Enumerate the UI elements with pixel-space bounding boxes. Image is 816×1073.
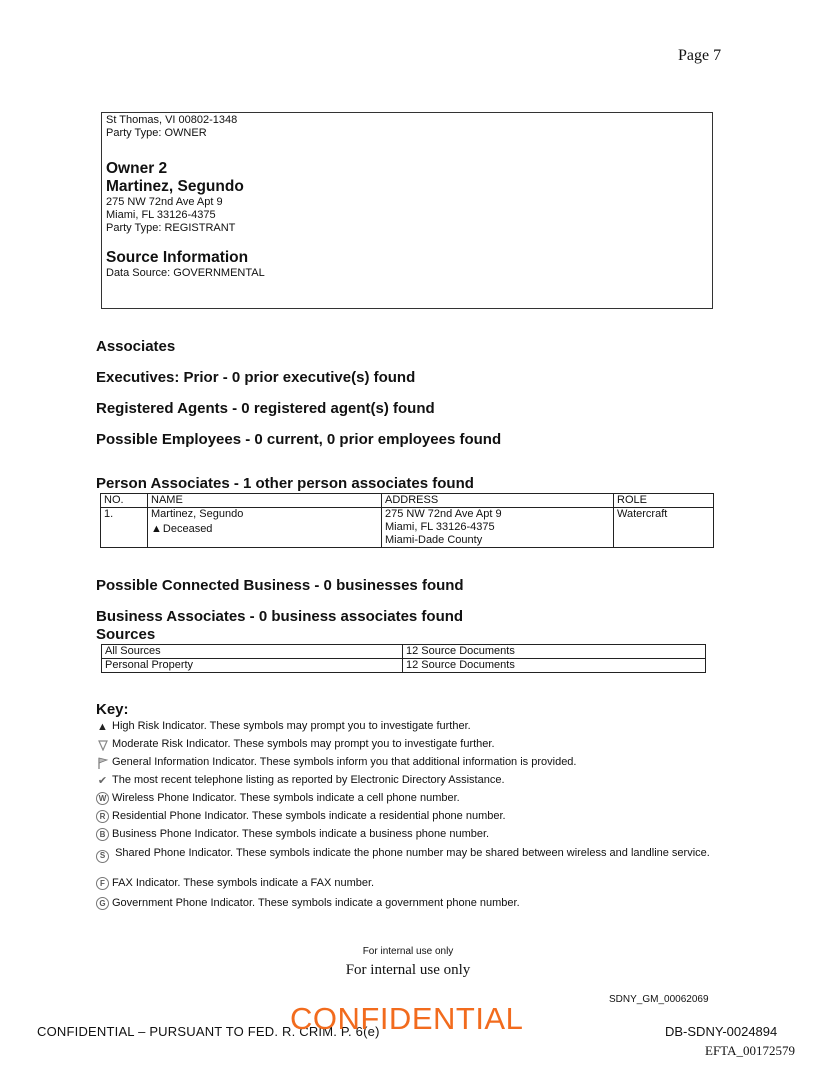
address-cell xyxy=(382,508,614,548)
registered-agents-heading: Registered Agents - 0 registered agent(s) found xyxy=(96,400,435,417)
connected-business-heading: Possible Connected Business - 0 businesses found xyxy=(96,577,464,594)
owner-party-type: Party Type: REGISTRANT xyxy=(106,222,236,234)
deceased-status: Deceased xyxy=(162,523,213,535)
previous-party-type: Party Type: OWNER xyxy=(106,127,207,139)
name-cell xyxy=(148,508,382,548)
business-icon: B xyxy=(96,828,109,841)
confidential-stamp: CONFIDENTIAL xyxy=(290,1001,524,1036)
key-item-text: Business Phone Indicator. These symbols indicate a business phone number. xyxy=(112,828,490,840)
key-item-text: FAX Indicator. These symbols indicate a FAX number. xyxy=(112,877,375,889)
sources-heading: Sources xyxy=(96,626,156,643)
source-name: All Sources xyxy=(102,645,403,659)
key-item-text: Government Phone Indicator. These symbols indicate a government phone number. xyxy=(112,897,520,909)
key-item xyxy=(96,897,716,915)
bates-number-efta: EFTA_00172579 xyxy=(705,1043,795,1058)
key-item-text: High Risk Indicator. These symbols may prompt you to investigate further. xyxy=(112,720,471,732)
flag-icon xyxy=(96,756,109,769)
key-item xyxy=(96,810,716,828)
table-row xyxy=(102,659,706,673)
key-item-text: Wireless Phone Indicator. These symbols indicate a cell phone number. xyxy=(112,792,460,804)
checkmark-icon: ✔ xyxy=(97,775,108,787)
source-information-heading: Source Information xyxy=(106,249,249,266)
key-item xyxy=(96,720,716,738)
wireless-icon: W xyxy=(96,792,109,805)
column-header-role: ROLE xyxy=(614,494,714,508)
associate-address-line1: 275 NW 72nd Ave Apt 9 xyxy=(385,508,502,520)
data-source: Data Source: GOVERNMENTAL xyxy=(106,267,265,279)
high-risk-icon: ▲ xyxy=(151,523,162,535)
shared-indicator-text: Shared Phone Indicator. These symbols indicate the phone number may be shared between wireless and landline service. xyxy=(115,847,710,859)
key-item-text: General Information Indicator. These symbols inform you that additional information is provided. xyxy=(112,756,577,768)
executives-heading: Executives: Prior - 0 prior executive(s) found xyxy=(96,369,416,386)
row-number: 1. xyxy=(101,508,148,548)
shared-icon: S xyxy=(96,850,109,863)
owner-heading: Owner 2 xyxy=(106,160,168,177)
source-count: 12 Source Documents xyxy=(403,645,706,659)
business-associates-heading: Business Associates - 0 business associates found xyxy=(96,608,464,625)
owner-address-line1: 275 NW 72nd Ave Apt 9 xyxy=(106,196,223,208)
bates-number-db: DB-SDNY-0024894 xyxy=(665,1024,778,1039)
key-item-text: Moderate Risk Indicator. These symbols may prompt you to investigate further. xyxy=(112,738,495,750)
key-item xyxy=(96,756,716,774)
owner-info-box xyxy=(101,112,713,309)
associates-heading: Associates xyxy=(96,338,176,355)
associate-address-line2: Miami, FL 33126-4375 xyxy=(385,521,495,533)
key-item xyxy=(96,774,716,792)
key-item-text xyxy=(96,846,710,863)
previous-address: St Thomas, VI 00802-1348 xyxy=(106,114,238,126)
government-icon: G xyxy=(96,897,109,910)
residential-icon: R xyxy=(96,810,109,823)
associate-role: Watercraft xyxy=(614,508,714,548)
key-list xyxy=(96,720,716,915)
table-header-row xyxy=(101,494,714,508)
column-header-address: ADDRESS xyxy=(382,494,614,508)
person-associates-heading: Person Associates - 1 other person associates found xyxy=(96,475,474,492)
internal-use-note-serif: For internal use only xyxy=(345,962,471,978)
source-count: 12 Source Documents xyxy=(403,659,706,673)
confidential-notice: CONFIDENTIAL – PURSUANT TO FED. R. CRIM. P. 6(e) xyxy=(37,1024,380,1039)
column-header-name: NAME xyxy=(148,494,382,508)
key-item xyxy=(96,738,716,756)
table-row xyxy=(102,645,706,659)
associate-name: Martinez, Segundo xyxy=(151,508,244,520)
key-item xyxy=(96,792,716,810)
high-risk-icon: ▲ xyxy=(97,720,108,733)
possible-employees-heading: Possible Employees - 0 current, 0 prior employees found xyxy=(96,431,502,448)
column-header-no: NO. xyxy=(101,494,148,508)
internal-use-note: For internal use only xyxy=(362,946,454,957)
person-associates-table xyxy=(100,493,714,548)
key-item xyxy=(96,877,716,895)
key-item xyxy=(96,846,716,877)
key-heading: Key: xyxy=(96,701,129,718)
owner-address-line2: Miami, FL 33126-4375 xyxy=(106,209,216,221)
fax-icon: F xyxy=(96,877,109,890)
sources-table xyxy=(101,644,706,673)
source-name: Personal Property xyxy=(102,659,403,673)
page-number: Page 7 xyxy=(678,47,722,64)
key-item-text: Residential Phone Indicator. These symbols indicate a residential phone number. xyxy=(112,810,506,822)
key-item xyxy=(96,828,716,846)
moderate-risk-icon xyxy=(96,738,109,751)
bates-number-sdny: SDNY_GM_00062069 xyxy=(609,994,709,1005)
associate-county: Miami-Dade County xyxy=(385,534,483,546)
owner-name: Martinez, Segundo xyxy=(106,178,244,195)
table-row xyxy=(101,508,714,548)
key-item-text: The most recent telephone listing as reported by Electronic Directory Assistance. xyxy=(112,774,505,786)
